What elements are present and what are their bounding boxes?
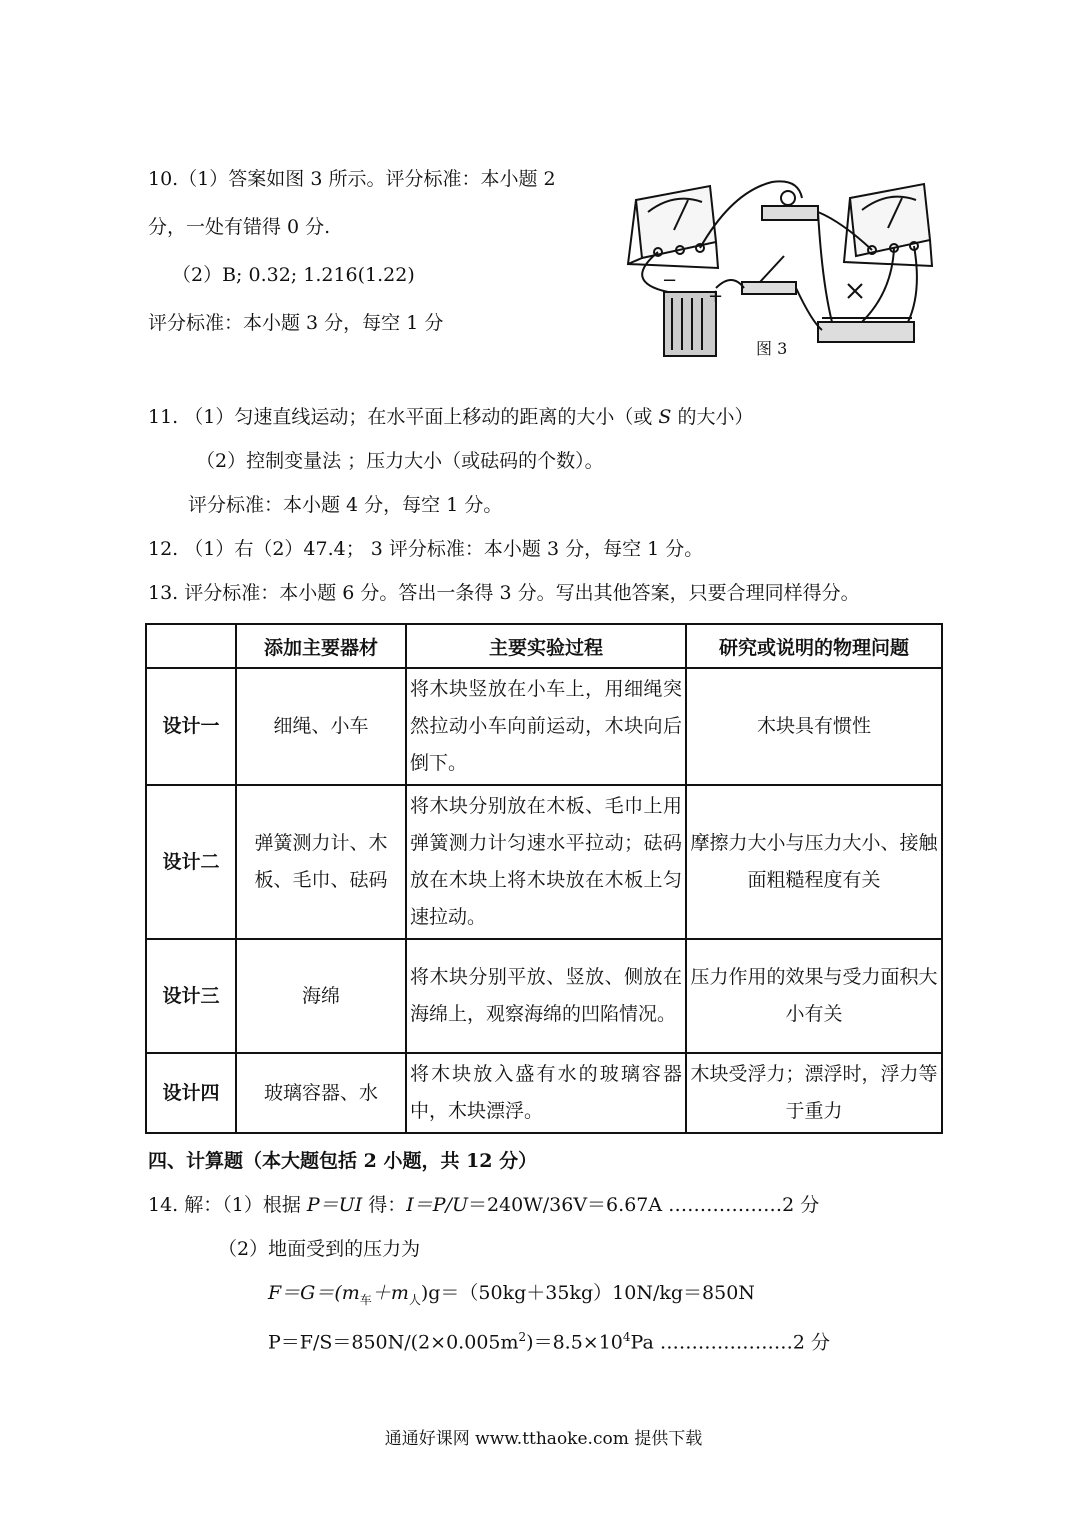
q10-line3: （2）B; 0.32; 1.216(1.22) <box>172 264 415 286</box>
row-equipment: 细绳、小车 <box>236 668 406 785</box>
q14-line1-score: 2 分 <box>782 1194 820 1216</box>
section-4-title: 四、计算题（本大题包括 2 小题，共 12 分） <box>148 1150 538 1172</box>
q14-line3-a: F＝G＝(m <box>268 1282 360 1304</box>
table-header: 主要实验过程 <box>406 624 686 668</box>
answer-table <box>145 623 943 1134</box>
q14-line4 <box>268 1324 830 1355</box>
table-row <box>146 785 942 939</box>
q14-line1-value: ＝240W/36V＝6.67A <box>467 1194 663 1216</box>
q14-formula-current: I＝P/U <box>406 1194 468 1216</box>
row-issue: 木块受浮力；漂浮时，浮力等于重力 <box>686 1053 942 1133</box>
row-name: 设计三 <box>146 939 236 1053</box>
row-equipment: 海绵 <box>236 939 406 1053</box>
q14-line3-sub2: 人 <box>408 1292 421 1307</box>
q14-line3-c: )g＝（50kg＋35kg）10N/kg＝850N <box>420 1282 755 1304</box>
svg-text:+: + <box>708 286 724 307</box>
q14-formula-power: P＝UI <box>306 1194 363 1216</box>
row-issue: 木块具有惯性 <box>686 668 942 785</box>
q10-line4: 评分标准：本小题 3 分，每空 1 分 <box>148 312 444 334</box>
figure-caption: 图 3 <box>756 339 788 358</box>
q14-line4-sup2: 4 <box>622 1330 631 1344</box>
table-row <box>146 668 942 785</box>
row-process: 将木块竖放在小车上，用细绳突然拉动小车向前运动，木块向后倒下。 <box>406 668 686 785</box>
row-name: 设计四 <box>146 1053 236 1133</box>
table-row <box>146 1053 942 1133</box>
row-process: 将木块分别平放、竖放、侧放在海绵上，观察海绵的凹陷情况。 <box>406 939 686 1053</box>
row-equipment: 玻璃容器、水 <box>236 1053 406 1133</box>
q12-line1: 12. （1）右（2）47.4； 3 评分标准：本小题 3 分，每空 1 分。 <box>148 538 704 560</box>
row-name: 设计一 <box>146 668 236 785</box>
footer-watermark: 通通好课网 www.tthaoke.com 提供下载 <box>384 1429 703 1449</box>
table-row <box>146 939 942 1053</box>
table-header-row <box>146 624 942 668</box>
q14-line3 <box>268 1280 755 1313</box>
q14-line3-b: ＋m <box>371 1282 409 1304</box>
row-equipment: 弹簧测力计、木板、毛巾、砝码 <box>236 785 406 939</box>
svg-text:−: − <box>662 270 678 291</box>
row-process: 将木块分别放在木板、毛巾上用弹簧测力计匀速水平拉动；砝码放在木块上将木块放在木板上匀速拉动。 <box>406 785 686 939</box>
q10-line1: 10.（1）答案如图 3 所示。评分标准：本小题 2 <box>148 168 556 190</box>
q14-line1-dots: ……………… <box>662 1194 783 1216</box>
q11-line2: （2）控制变量法 ；压力大小（或砝码的个数）。 <box>196 450 604 472</box>
table-header: 研究或说明的物理问题 <box>686 624 942 668</box>
row-process: 将木块放入盛有水的玻璃容器中，木块漂浮。 <box>406 1053 686 1133</box>
table-header <box>146 624 236 668</box>
q10-line2: 分，一处有错得 0 分. <box>148 216 331 238</box>
q14-line3-sub1: 车 <box>359 1292 372 1307</box>
q11-line1 <box>148 404 753 430</box>
q14-line4-dots: ………………… <box>653 1331 793 1354</box>
q11-line1-s: S <box>658 406 672 428</box>
row-issue: 摩擦力大小与压力大小、接触面粗糙程度有关 <box>686 785 942 939</box>
q14-line2: （2）地面受到的压力为 <box>218 1238 421 1260</box>
table-header: 添加主要器材 <box>236 624 406 668</box>
q11-line1-b: 的大小） <box>671 406 754 428</box>
q14-line4-c: Pa <box>630 1331 654 1354</box>
q11-line1-a: 11. （1）匀速直线运动；在水平面上移动的距离的大小（或 <box>148 406 659 428</box>
q14-line1-prefix: 14. 解：（1）根据 <box>148 1194 307 1216</box>
q14-line4-score: 2 分 <box>792 1331 830 1354</box>
q14-line1 <box>148 1192 819 1218</box>
q11-line3: 评分标准：本小题 4 分，每空 1 分。 <box>188 494 503 516</box>
q14-line1-mid: 得： <box>362 1194 407 1216</box>
q13-line1: 13. 评分标准：本小题 6 分。答出一条得 3 分。写出其他答案，只要合理同样得分。 <box>148 582 860 604</box>
q14-line4-a: P＝F/S＝850N/(2×0.005m <box>268 1331 519 1354</box>
row-issue: 压力作用的效果与受力面积大小有关 <box>686 939 942 1053</box>
q14-line4-sup1: 2 <box>518 1330 527 1344</box>
q14-line4-b: )＝8.5×10 <box>526 1331 623 1354</box>
row-name: 设计二 <box>146 785 236 939</box>
